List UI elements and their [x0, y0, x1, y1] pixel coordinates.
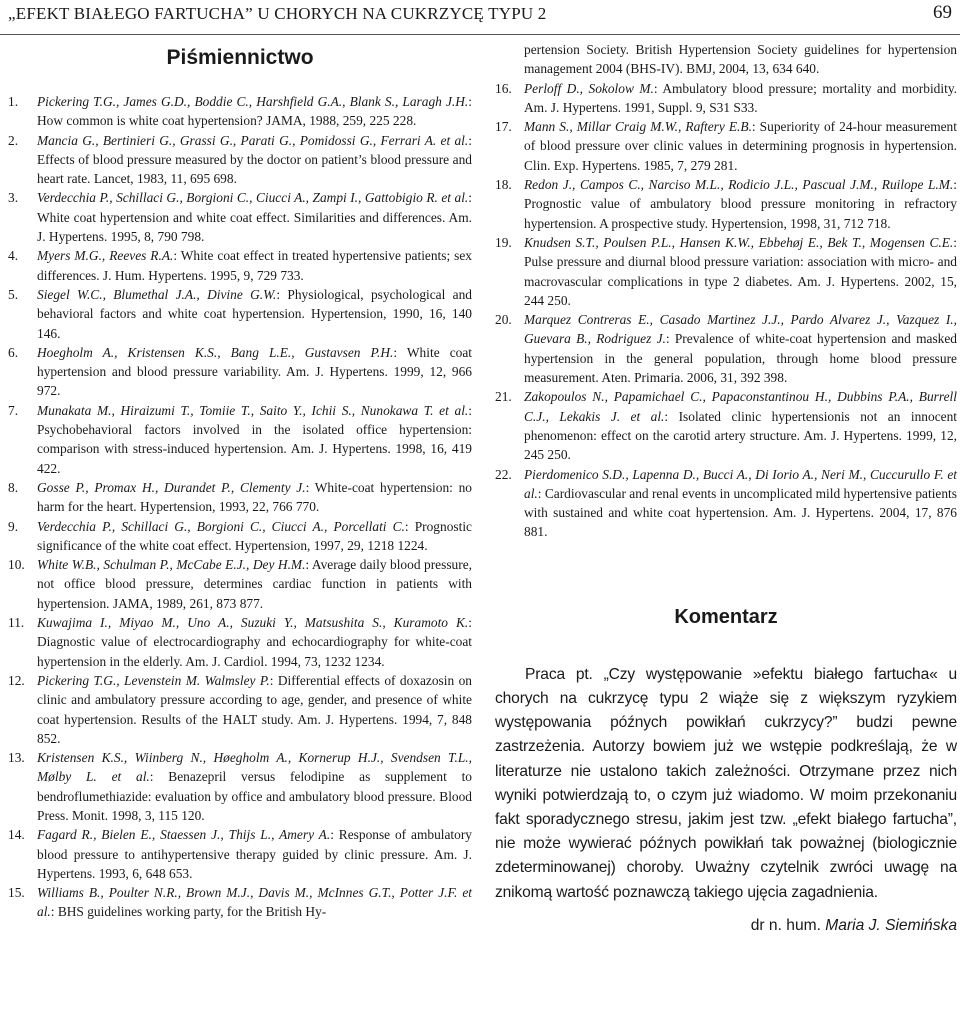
reference-number: 17. — [495, 119, 512, 135]
reference-authors: Kristensen K.S., Wiinberg N., Høegholm A., Kornerup H.J., Svendsen T.L., Mølby L. et al. — [37, 750, 472, 785]
reference-authors: Pickering T.G., James G.D., Boddie C., Harshfield G.A., Blank S., Laragh J.H. — [37, 94, 469, 109]
reference-details: : Diagnostic value of electrocardiography and echocardiography for white-coat hypertension in the elderly. Am. J. Cardiol. 1994, 73, 1232 1234. — [37, 615, 472, 669]
reference-authors: Redon J., Campos C., Narciso M.L., Rodicio J.L., Pascual J.M., Ruilope L.M. — [524, 177, 954, 193]
references-list-left — [8, 92, 472, 922]
reference-authors: Fagard R., Bielen E., Staessen J., Thijs L., Amery A. — [37, 827, 331, 843]
reference-details: : Average daily blood pressure, not office blood pressure, determines cardiac function in patients with hypertension. JAMA, 1989, 261, 873 877. — [37, 557, 472, 611]
page-number: 69 — [933, 2, 952, 23]
reference-number: 11. — [8, 615, 25, 631]
reference-authors: Munakata M., Hiraizumi T., Tomiie T., Saito Y., Ichii S., Nunokawa T. et al. — [37, 402, 469, 418]
reference-number: 5. — [8, 286, 19, 302]
reference-details: : White-coat hypertension: no harm for the heart. Hypertension, 1993, 22, 766 770. — [37, 479, 472, 515]
reference-item — [8, 613, 472, 671]
reference-details: : White coat hypertension and white coat effect. Similarities and differences. Am. J. Hypertens. 1995, 8, 790 798. — [37, 190, 472, 245]
left-column — [8, 40, 472, 922]
reference-number: 9. — [8, 518, 19, 534]
reference-details: : Benazepril versus felodipine as supplement to bendroflumethiazide: evaluation by office and ambulatory blood pressure. Blood Press. Monit. 1998, 3, 115 120. — [37, 769, 472, 823]
signature-prefix: dr n. hum. — [750, 916, 821, 934]
reference-details: : Pulse pressure and diurnal blood pressure variation: association with micro- and macrovascular complications in type 2 diabetes. Am. J. Hypertens. 2002, 15, 244 250. — [524, 234, 957, 308]
reference-number: 8. — [8, 479, 19, 495]
reference-number: 1. — [8, 94, 19, 109]
reference-details: : How common is white coat hypertension? JAMA, 1988, 259, 225 228. — [37, 94, 472, 129]
comment-signature — [495, 917, 957, 935]
reference-item — [495, 175, 957, 233]
reference-item — [8, 478, 472, 517]
reference-authors: Kuwajima I., Miyao M., Uno A., Suzuki Y., Matsushita S., Kuramoto K. — [37, 615, 469, 631]
reference-number: 22. — [495, 466, 512, 482]
reference-details: : White coat hypertension and blood pressure variability. Am. J. Hypertens. 1999, 12, 966 972. — [37, 344, 473, 399]
reference-details: : Psychobehavioral factors involved in the isolated office hypertension: comparison with stress-induced hypertension. Am. J. Hypertens. 1998, 16, 419 422. — [37, 402, 472, 476]
reference-authors: Siegel W.C., Blumethal J.A., Divine G.W. — [37, 286, 277, 302]
reference-authors: Verdecchia P., Schillaci G., Borgioni C., Ciucci A., Porcellati C. — [37, 518, 405, 534]
reference-authors: Pickering T.G., Levenstein M. Walmsley P. — [37, 672, 270, 688]
reference-item — [495, 40, 957, 79]
reference-authors: Williams B., Poulter N.R., Brown M.J., Davis M., McInnes G.T., Potter J.F. et al. — [37, 885, 472, 920]
reference-details: : Effects of blood pressure measured by the doctor on patient’s blood pressure and heart rate. Lancet, 1983, 11, 695 698. — [37, 132, 472, 187]
reference-item — [8, 748, 472, 825]
references-heading: Piśmiennictwo — [166, 46, 314, 69]
reference-number: 6. — [8, 344, 19, 360]
reference-number: 4. — [8, 248, 19, 264]
reference-item — [8, 883, 472, 922]
reference-item — [495, 387, 957, 464]
reference-item — [495, 117, 957, 175]
reference-item — [8, 555, 472, 613]
right-column — [495, 40, 957, 935]
reference-details: : Physiological, psychological and behavioral factors and white coat hypertension. Hypertension, 1990, 16, 140 146. — [37, 286, 472, 341]
reference-authors: Zakopoulos N., Papamichael C., Papaconstantinou H., Dubbins P.A., Burrell C.J., Lekakis J. et al. — [524, 389, 957, 424]
reference-authors: Knudsen S.T., Poulsen P.L., Hansen K.W., Ebbehøj E., Bek T., Mogensen C.E. — [524, 234, 954, 250]
reference-number: 2. — [8, 132, 19, 148]
reference-item — [495, 310, 957, 387]
reference-authors: Mancia G., Bertinieri G., Grassi G., Parati G., Pomidossi G., Ferrari A. et al. — [37, 132, 469, 148]
reference-item — [495, 233, 957, 310]
reference-details: : Prognostic value of ambulatory blood pressure monitoring in refractory hypertension. A prospective study. Hypertension, 1998, 31, 712 718. — [524, 177, 957, 231]
running-header — [0, 0, 960, 35]
reference-number: 18. — [495, 177, 512, 193]
reference-number: 10. — [8, 557, 25, 573]
reference-authors: Pierdomenico S.D., Lapenna D., Bucci A., Di Iorio A., Neri M., Cuccurullo F. et al. — [524, 466, 957, 501]
reference-number: 21. — [495, 389, 512, 405]
reference-item — [8, 401, 472, 478]
comment-body: Praca pt. „Czy występowanie »efektu białego fartucha« u chorych na cukrzycę typu 2 wiąże się z większym ryzykiem występowania późnych powikłań cukrzycy?” budzi pewne zastrzeżenia. Autorzy bowiem już we wstępie podkreślają, że w literaturze nie ustalono takich zależności. Otrzymane przez nich wyniki potwierdzają to, o czym już wiadomo. W moim przekonaniu fakt sporadycznego stresu, jakim jest tzw. „efekt białego fartucha”, nie może wywierać późnych powikłań tak poważnej (biologicznie zdeterminowanej) choroby. Uważny czytelnik zwróci uwagę na znikomą wartość poznawczą takiego ujęcia zagadnienia. — [495, 665, 957, 901]
reference-details: : Superiority of 24-hour measurement of blood pressure over clinic values in determining prognosis in hypertension. Clin. Exp. Hypertens. 1985, 7, 279 281. — [524, 119, 957, 173]
signature-name: Maria J. Siemińska — [825, 916, 957, 934]
reference-authors: Perloff D., Sokolow M. — [524, 80, 654, 96]
reference-item — [8, 246, 472, 285]
reference-authors: White W.B., Schulman P., McCabe E.J., Dey H.M. — [37, 557, 306, 573]
reference-details: : Prevalence of white-coat hypertension and masked hypertension in the general population, through home blood pressure measurement. Aten. Primaria. 2006, 31, 392 398. — [524, 331, 957, 386]
reference-details: : Prognostic significance of the white coat effect. Hypertension, 1997, 29, 1218 1224. — [37, 518, 472, 553]
reference-details: pertension Society. British Hypertension Society guidelines for hypertension management 2004 (BHS-IV). BMJ, 2004, 13, 634 640. — [524, 42, 957, 77]
reference-authors: Hoegholm A., Kristensen K.S., Bang L.E., Gustavsen P.H. — [37, 344, 394, 360]
reference-details: : Isolated clinic hypertensionis not an innocent phenomenon: effect on the carotid artery structure. Am. J. Hypertens. 1999, 12, 245 250. — [524, 408, 957, 463]
reference-item — [8, 825, 472, 883]
reference-number: 20. — [495, 312, 512, 328]
reference-authors: Verdecchia P., Schillaci G., Borgioni C., Ciucci A., Zampi I., Gattobigio R. et al. — [37, 190, 469, 206]
reference-number: 19. — [495, 234, 512, 250]
reference-authors: Mann S., Millar Craig M.W., Raftery E.B. — [524, 119, 752, 135]
reference-item — [8, 343, 472, 401]
comment-heading: Komentarz — [674, 605, 778, 628]
reference-number: 15. — [8, 885, 25, 901]
references-list-right — [495, 40, 957, 542]
reference-authors: Marquez Contreras E., Casado Martinez J.J., Pardo Alvarez J., Vazquez I., Guevara B., Rodriguez J. — [524, 312, 957, 347]
reference-details: : Differential effects of doxazosin on clinic and ambulatory pressure according to age, gender, and presence of white coat hypertension. Results of the HALT study. Am. J. Hypertens. 1994, 7, 848 852. — [37, 672, 472, 746]
reference-item — [495, 79, 957, 118]
reference-number: 12. — [8, 672, 25, 688]
reference-number: 7. — [8, 402, 19, 418]
reference-details: : Ambulatory blood pressure; mortality and morbidity. Am. J. Hypertens. 1991, Suppl. 9, S31 S33. — [524, 80, 957, 115]
reference-item — [8, 92, 472, 131]
reference-item — [8, 285, 472, 343]
reference-item — [8, 517, 472, 556]
reference-item — [495, 465, 957, 542]
reference-item — [8, 188, 472, 246]
reference-details: : BHS guidelines working party, for the British Hy- — [50, 904, 327, 920]
reference-authors: Myers M.G., Reeves R.A. — [37, 248, 174, 264]
reference-number: 14. — [8, 827, 25, 843]
reference-authors: Gosse P., Promax H., Durandet P., Clementy J. — [37, 479, 306, 495]
reference-number: 13. — [8, 750, 25, 766]
reference-item — [8, 131, 472, 189]
reference-number: 16. — [495, 80, 512, 96]
reference-details: : Response of ambulatory blood pressure to antihypertensive therapy guided by clinic pressure. Am. J. Hypertens. 1993, 6, 648 653. — [37, 827, 472, 881]
reference-item — [8, 671, 472, 748]
reference-number: 3. — [8, 190, 19, 206]
reference-details: : White coat effect in treated hypertensive patients; sex differences. J. Hum. Hypertens. 1995, 9, 729 733. — [37, 248, 472, 283]
reference-details: : Cardiovascular and renal events in uncomplicated mild hypertensive patients with sustained and white coat hypertension. Am. J. Hypertens. 2004, 17, 876 881. — [524, 485, 957, 540]
running-title: „EFEKT BIAŁEGO FARTUCHA” U CHORYCH NA CUKRZYCĘ TYPU 2 — [8, 4, 547, 23]
